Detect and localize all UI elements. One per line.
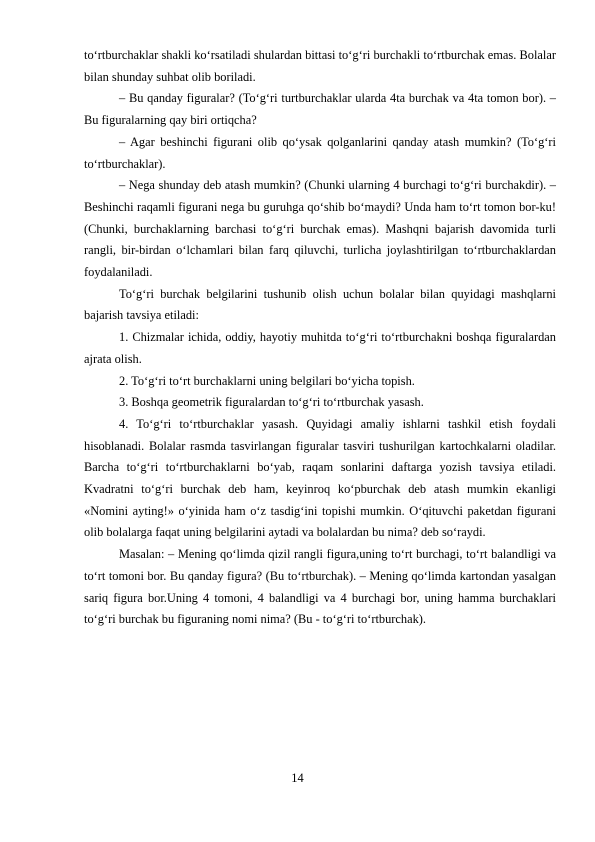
paragraph-1: to‘rtburchaklar shakli ko‘rsatiladi shulardan bittasi to‘g‘ri burchakli to‘rtburchak emas. Bolalar bilan shunday suhbat olib boriladi. (84, 48, 556, 84)
paragraph-4: – Nega shunday deb atash mumkin? (Chunki ularning 4 burchagi to‘g‘ri burchakdir). – Beshinchi raqamli figurani nega bu guruhga qo‘shib bo‘maydi? Unda ham to‘rt tomon bor-ku! (Chunki, burchaklarning barchasi to‘g‘ri burchak emas). Mashqni bajarish davomida turli rangli, bir-birdan o‘lchamlari bilan farq qiluvchi, turlicha joylashtirilgan to‘rtburchaklardan foydalaniladi. (84, 178, 556, 280)
paragraph-2: – Bu qanday figuralar? (To‘g‘ri turtburchaklar ularda 4ta burchak va 4ta tomon bor). – Bu figuralarning qay biri ortiqcha? (84, 91, 556, 128)
page-number: 14 (291, 771, 304, 785)
paragraph-example: Masalan: – Mening qo‘limda qizil rangli figura,uning to‘rt burchagi, to‘rt balandligi va to‘rt tomoni bor. Bu qanday figura? (Bu to‘rtburchak). – Mening qo‘limda kartondan yasalgan sariq figura bor.Uning 4 tomoni, 4 balandligi va 4 burchagi bor, uning hamma burchaklari to‘g‘ri burchak bu figuraning nomi nima? (Bu - to‘g‘ri to‘rtburchak). (84, 547, 556, 627)
paragraph-5: To‘g‘ri burchak belgilarini tushunib olish uchun bolalar bilan quyidagi mashqlarni bajarish tavsiya etiladi: (84, 286, 556, 323)
page-body (84, 45, 556, 631)
list-item-2: 2. To‘g‘ri to‘rt burchaklarni uning belgilari bo‘yicha topish. (119, 373, 415, 388)
paragraph-3: – Agar beshinchi figurani olib qo‘ysak qolganlarini qanday atash mumkin? (To‘g‘ri to‘rtburchaklar). (84, 134, 556, 171)
list-item-4: 4. To‘g‘ri to‘rtburchaklar yasash. Quyidagi amaliy ishlarni tashkil etish foydali hisoblanadi. Bolalar rasmda tasvirlangan figuralar tasviri tushurilgan kartochkalarni oladilar. Barcha to‘g‘ri to‘rtburchaklarni bo‘yab, raqam sonlarini daftarga yozish tavsiya etiladi. Kvadratni to‘g‘ri burchak deb ham, keyinroq ko‘pburchak deb atash mumkin ekanligi «Nomini ayting!» o‘yinida ham o‘z tasdig‘ini topishi mumkin. O‘qituvchi paketdan figurani olib bolalarga faqat uning belgilarini aytadi va bolalardan bu nima? deb so‘raydi. (84, 416, 556, 540)
list-item-3: 3. Boshqa geometrik figuralardan to‘g‘ri to‘rtburchak yasash. (119, 395, 424, 410)
list-item-1: 1. Chizmalar ichida, oddiy, hayotiy muhitda to‘g‘ri to‘rtburchakni boshqa figuralardan ajrata olish. (84, 330, 556, 366)
